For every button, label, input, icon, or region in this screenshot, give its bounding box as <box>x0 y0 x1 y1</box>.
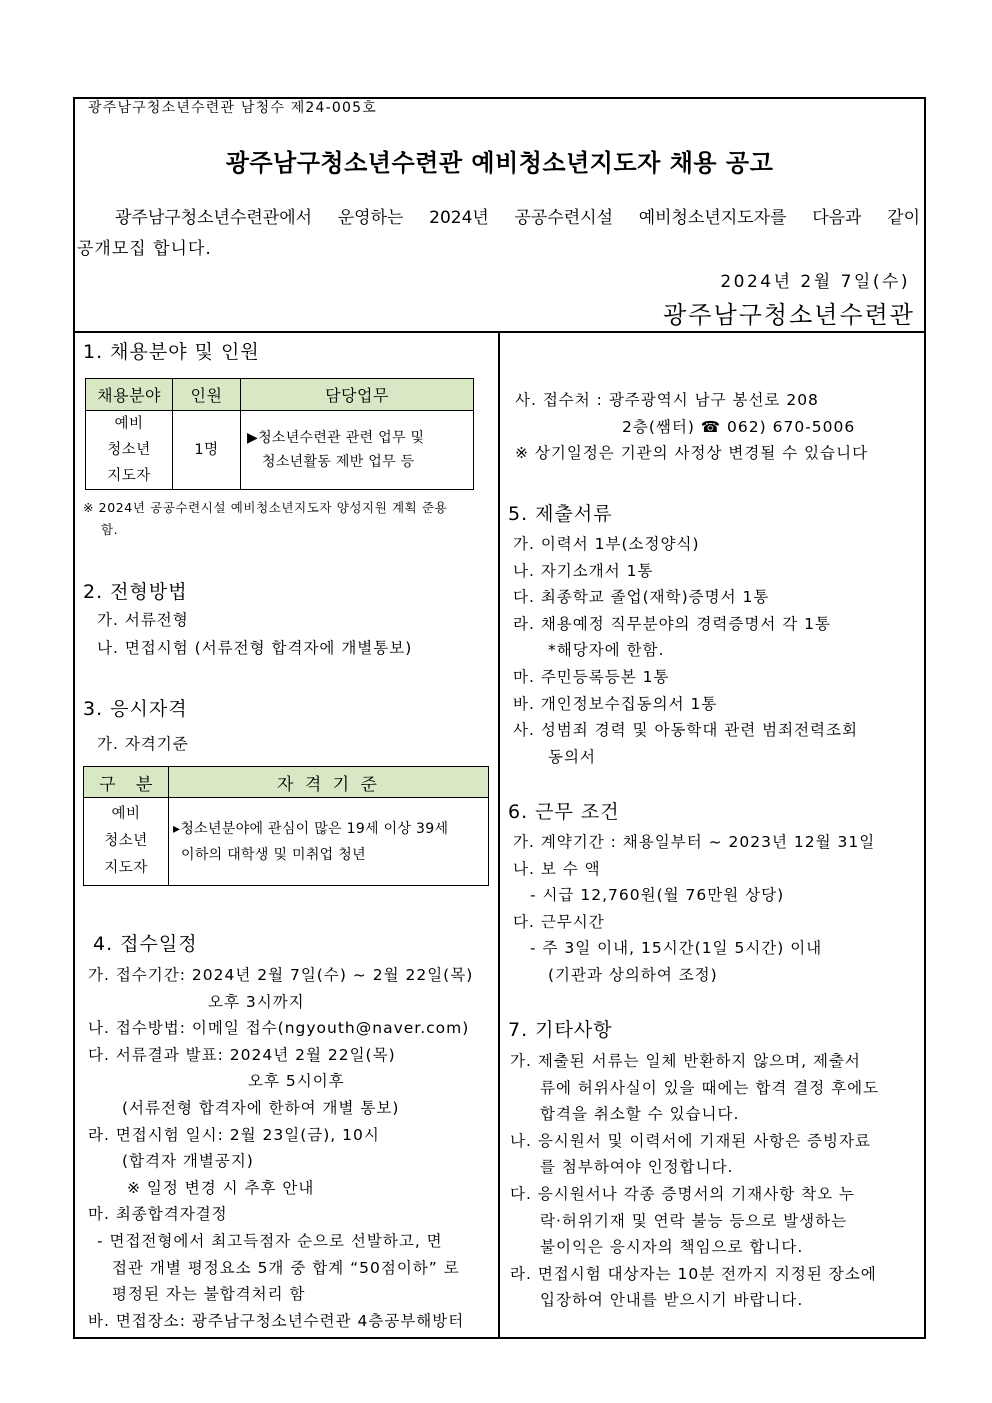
section-heading-eligibility: 3. 응시자격 <box>83 698 188 720</box>
other-note-line: 락·허위기재 및 연락 불능 등으로 발생하는 <box>540 1211 848 1230</box>
document-result-note-line: (서류전형 합격자에 한하여 개별 통보) <box>122 1098 400 1117</box>
application-office-line: 사. 접수처 : 광주광역시 남구 봉선로 208 <box>515 391 819 409</box>
apply-deadline-line: 오후 3시까지 <box>208 992 305 1011</box>
required-document-line: 라. 채용예정 직무분야의 경력증명서 각 1통 <box>513 614 831 633</box>
section-heading-documents: 5. 제출서류 <box>508 503 613 525</box>
note-line: ※ 2024년 공공수련시설 예비청소년지도자 양성지원 계획 준용 <box>83 500 448 515</box>
cell-line: 청소년 <box>107 442 151 458</box>
work-conditions-list <box>0 829 992 989</box>
cell-line: 1명 <box>194 442 219 458</box>
required-document-line: 바. 개인정보수집동의서 1통 <box>513 694 718 713</box>
other-note-line: 불이익은 응시자의 책임으로 합니다. <box>540 1238 804 1257</box>
interview-schedule-line: 라. 면접시험 일시: 2월 23일(금), 10시 <box>88 1125 380 1144</box>
work-hours-line: 다. 근무시간 <box>513 912 605 931</box>
column-header-count: 인원 <box>173 379 241 411</box>
column-header-field: 채용분야 <box>86 379 173 411</box>
other-note-line: 입장하여 안내를 받으시기 바랍니다. <box>540 1291 804 1310</box>
final-selection-line: 마. 최종합격자결정 <box>88 1205 228 1224</box>
column-header-duties: 담당업무 <box>241 379 474 411</box>
required-document-line: 가. 이력서 1부(소정양식) <box>513 535 700 553</box>
interview-location-line: 바. 면접장소: 광주남구청소년수련관 4층공부해방터 <box>88 1311 465 1330</box>
section-heading-positions: 1. 채용분야 및 인원 <box>83 341 260 363</box>
cell-line: 청소년활동 제반 업무 등 <box>262 454 415 470</box>
section-heading-other: 7. 기타사항 <box>508 1019 613 1041</box>
required-document-line: 사. 성범죄 경력 및 아동학대 관련 범죄전력조회 <box>513 721 858 740</box>
work-hours-detail-line: - 주 3일 이내, 15시간(1일 5시간) 이내 <box>530 939 823 958</box>
document-result-line: 다. 서류결과 발표: 2024년 2월 22일(목) <box>88 1045 396 1064</box>
other-note-line: 라. 면접시험 대상자는 10분 전까지 지정된 장소에 <box>510 1264 877 1283</box>
final-selection-detail-line: 평정된 자는 불합격처리 함 <box>112 1285 306 1304</box>
column-header-criteria: 자 격 기 준 <box>169 767 489 798</box>
intro-line: 광주남구청소년수련관에서 운영하는 2024년 공공수련시설 예비청소년지도자를 다음과 같이 <box>115 208 920 228</box>
cell-line: 청소년 <box>104 833 148 849</box>
cell-line: 지도자 <box>107 468 151 484</box>
final-selection-detail-line: 접관 개별 평정요소 5개 중 합계 “50점이하” 로 <box>112 1258 460 1277</box>
other-note-line: 를 첨부하여야 인정합니다. <box>540 1158 734 1177</box>
selection-line: 가. 서류전형 <box>97 611 189 629</box>
cell-line: 예비 <box>111 806 141 822</box>
apply-method-line: 나. 접수방법: 이메일 접수(ngyouth@naver.com) <box>88 1019 470 1038</box>
required-document-line: 마. 주민등록등본 1통 <box>513 667 670 686</box>
required-document-note-line: *해당자에 한함. <box>548 641 665 660</box>
section-heading-schedule: 4. 접수일정 <box>93 933 198 955</box>
other-note-line: 류에 허위사실이 있을 때에는 합격 결정 후에도 <box>540 1078 880 1097</box>
intro-line: 공개모집 합니다. <box>77 239 212 259</box>
work-hours-detail-line: (기관과 상의하여 조정) <box>548 965 718 984</box>
section-heading-selection: 2. 전형방법 <box>83 581 188 603</box>
other-note-line: 다. 응시원서나 각종 증명서의 기재사항 착오 누 <box>510 1184 855 1203</box>
schedule-change-note-line: ※ 상기일정은 기관의 사정상 변경될 수 있습니다 <box>515 444 869 463</box>
cell-line: 지도자 <box>104 860 148 876</box>
other-note-line: 나. 응시원서 및 이력서에 기재된 사항은 증빙자료 <box>510 1131 871 1150</box>
required-document-line: 다. 최종학교 졸업(재학)증명서 1통 <box>513 588 770 607</box>
documents-list <box>0 531 992 770</box>
issuing-organization: 광주남구청소년수련관 <box>663 301 915 329</box>
eligibility-subheading: 가. 자격기준 <box>97 735 189 753</box>
pay-detail-line: - 시급 12,760원(월 76만원 상당) <box>530 886 785 905</box>
application-office-contact-line: 2층(쌤터) ☎ 062) 670-5006 <box>622 417 856 436</box>
notice-title: 광주남구청소년수련관 예비청소년지도자 채용 공고 <box>225 149 774 177</box>
final-selection-detail-line: - 면접전형에서 최고득점자 순으로 선발하고, 면 <box>97 1231 443 1250</box>
pay-line: 나. 보 수 액 <box>513 859 601 878</box>
other-note-line: 합격을 취소할 수 있습니다. <box>540 1105 740 1124</box>
cell-line: 예비 <box>114 416 144 432</box>
column-header-category: 구 분 <box>84 767 169 798</box>
contract-period-line: 가. 계약기간 : 채용일부터 ~ 2023년 12월 31일 <box>513 833 876 851</box>
schedule-list-continued <box>0 387 992 467</box>
document-number: 광주남구청소년수련관 남청수 제24-005호 <box>88 100 377 116</box>
notice-date: 2024년 2월 7일(수) <box>720 272 910 292</box>
schedule-change-note-line: ※ 일정 변경 시 추후 안내 <box>127 1178 315 1197</box>
note-line: 함. <box>101 522 119 537</box>
selection-line: 나. 면접시험 (서류전형 합격자에 개별통보) <box>97 639 413 657</box>
cell-line: ▸청소년분야에 관심이 많은 19세 이상 39세 <box>173 820 449 837</box>
document-result-time-line: 오후 5시이후 <box>248 1072 345 1091</box>
cell-line: 이하의 대학생 및 미취업 청년 <box>181 846 366 863</box>
apply-period-line: 가. 접수기간: 2024년 2월 7일(수) ~ 2월 22일(목) <box>88 966 474 984</box>
cell-line: ▶청소년수련관 관련 업무 및 <box>247 430 425 446</box>
table-header-row <box>84 767 489 798</box>
interview-notice-line: (합격자 개별공지) <box>122 1152 254 1171</box>
other-notes-list <box>0 1048 992 1314</box>
section-heading-work-conditions: 6. 근무 조건 <box>508 801 620 823</box>
required-document-line: 동의서 <box>548 747 596 766</box>
required-document-line: 나. 자기소개서 1통 <box>513 561 654 580</box>
other-note-line: 가. 제출된 서류는 일체 반환하지 않으며, 제출서 <box>510 1052 861 1070</box>
